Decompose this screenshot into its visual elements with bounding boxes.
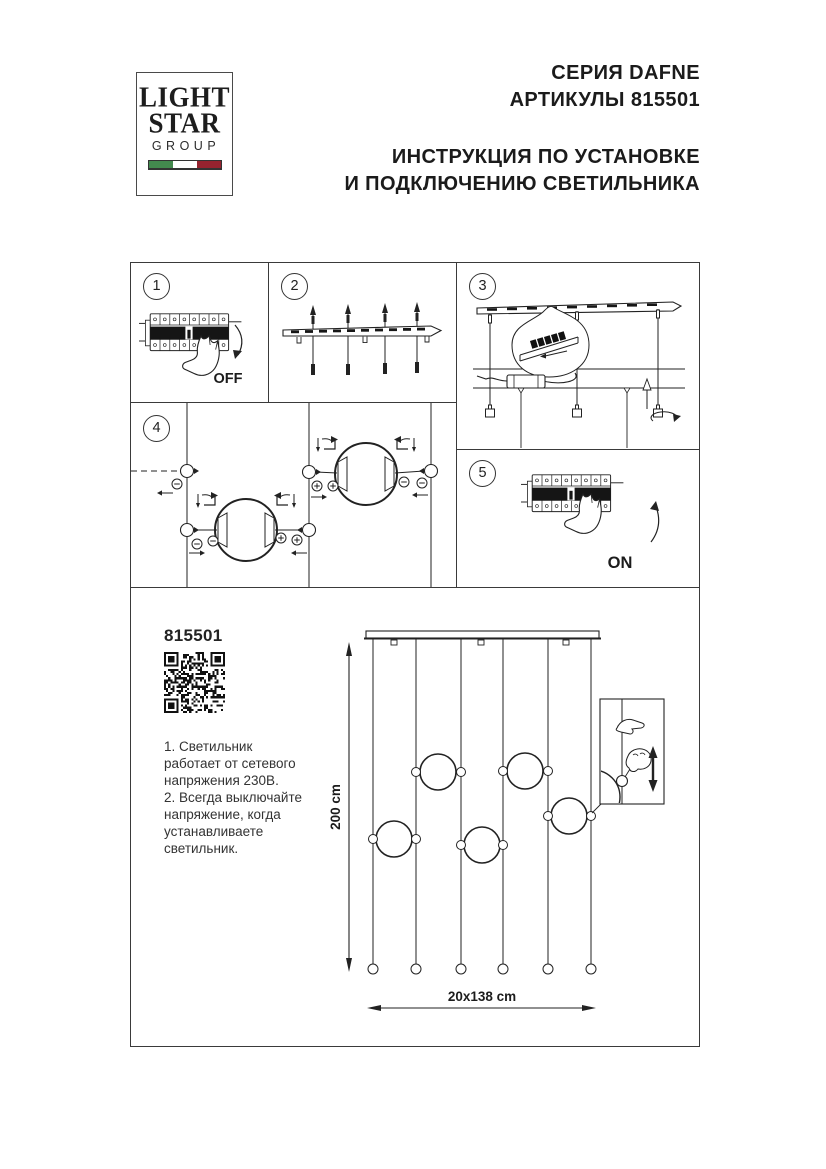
- screws-and-anchors: [310, 302, 420, 375]
- glass-sphere: [303, 436, 438, 505]
- product-article-number: 815501: [164, 626, 223, 645]
- sphere-assembly-drawing: [131, 403, 456, 587]
- series-title: СЕРИЯ DAFNE: [551, 62, 700, 84]
- instruction-title-line2: И ПОДКЛЮЧЕНИЮ СВЕТИЛЬНИКА: [344, 173, 700, 195]
- cables: [187, 403, 431, 587]
- base-dimension-label: 20x138 cm: [447, 989, 517, 1004]
- height-dimension-label: 200 cm: [328, 784, 343, 830]
- arrowhead: [650, 501, 659, 511]
- on-label: ON: [607, 554, 633, 572]
- header: [344, 60, 700, 198]
- step-number-badge: 5: [469, 460, 496, 487]
- step-panel-2: [268, 262, 458, 403]
- glass-spheres: [376, 753, 587, 863]
- italian-flag-icon: [148, 160, 222, 170]
- circuit-breaker-icon: [139, 314, 241, 351]
- arrowhead: [233, 350, 242, 359]
- step-number-badge: 2: [281, 273, 308, 300]
- product-panel: [130, 587, 700, 1047]
- chandelier-dimension-drawing: [131, 588, 699, 1046]
- step-panel-1: [130, 262, 269, 403]
- step-panel-3: [456, 262, 700, 450]
- lightstar-logo: [136, 72, 233, 196]
- instruction-steps-board: [130, 262, 700, 1047]
- step-number-badge: 3: [469, 273, 496, 300]
- note-1: 1. Светильник работает от сетевого напряжения 230В.: [164, 739, 296, 788]
- off-label: OFF: [213, 371, 243, 387]
- loose-connector: [157, 465, 199, 496]
- ceiling-bar-icon: [364, 631, 601, 645]
- flag-white: [173, 161, 197, 168]
- glass-sphere: [181, 492, 316, 561]
- height-dimension: [328, 642, 352, 972]
- step-number-badge: 4: [143, 415, 170, 442]
- base-dimension: [367, 989, 596, 1011]
- flag-green: [149, 161, 173, 168]
- circuit-breaker-icon: [521, 475, 623, 512]
- note-2: 2. Всегда выключайте напряжение, когда устанавливаете светильник.: [164, 790, 302, 856]
- logo-word-star: STAR: [148, 107, 221, 139]
- step-number-badge: 1: [143, 273, 170, 300]
- logo-word-light: LIGHT: [138, 81, 231, 113]
- instruction-title-line1: ИНСТРУКЦИЯ ПО УСТАНОВКЕ: [391, 146, 700, 168]
- wire-end-balls: [368, 964, 596, 974]
- step-panel-5: [456, 449, 700, 588]
- logo-word-group: GROUP: [151, 139, 221, 153]
- flag-red: [197, 161, 221, 168]
- article-title: АРТИКУЛЫ 815501: [509, 89, 700, 111]
- step-panel-4: [130, 402, 457, 588]
